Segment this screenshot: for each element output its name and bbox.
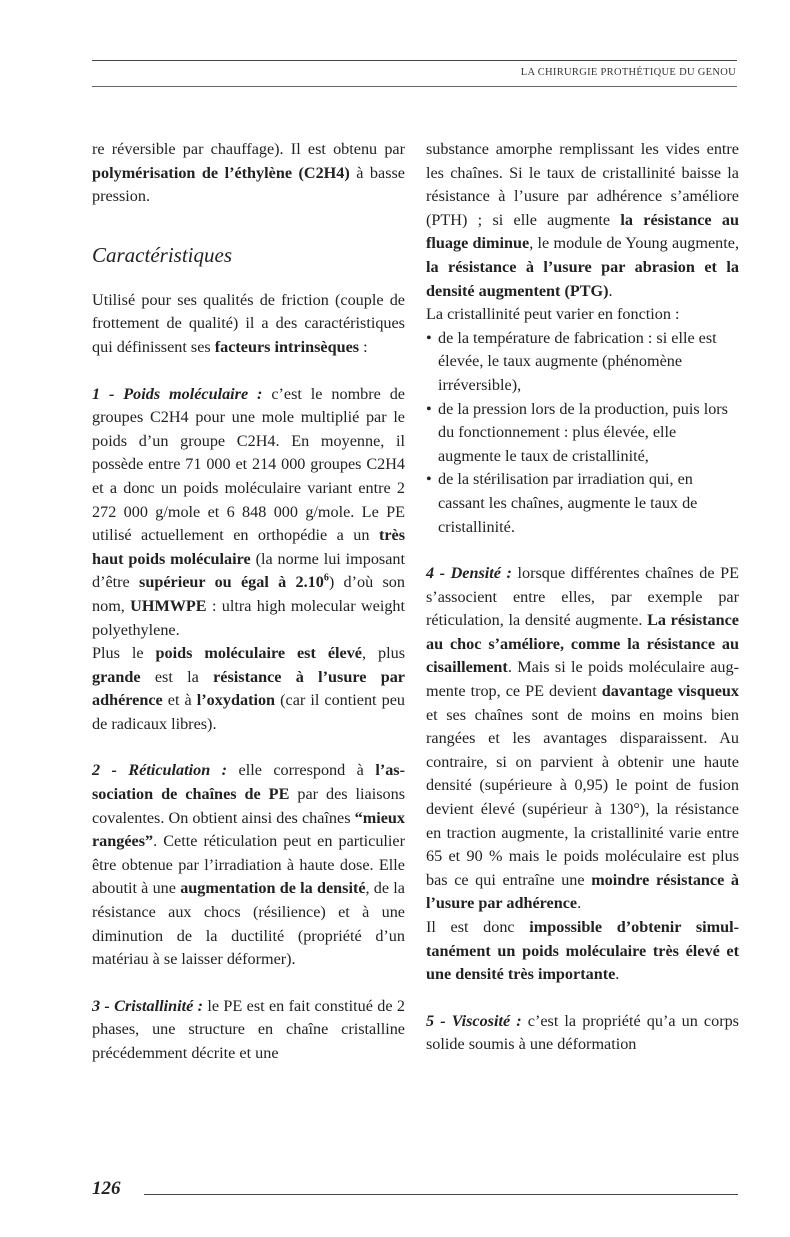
text: re réversible par chauffage). Il est obtenu par — [92, 140, 405, 158]
emphasis: polymérisation de l’éthylène (C2H4) — [92, 163, 350, 182]
left-column — [92, 138, 405, 1066]
text: lorsque différentes chaînes de PE s’associent entre elles, par exemple par réticulation, la densité augmente. — [426, 564, 740, 630]
running-title: LA CHIRURGIE PROTHÉTIQUE DU GENOU — [520, 67, 736, 78]
subheading: 4 - Densité : — [426, 564, 512, 583]
paragraph-poids-eleve — [92, 642, 405, 736]
list-item: • de la pression lors de la production, puis lors du fonctionnement : plus élevée, elle augmente le taux de cristallinité, — [426, 398, 739, 469]
emphasis: augmentation de la densité — [180, 879, 366, 898]
emphasis: facteurs intrinsèques — [214, 337, 360, 356]
text: c’est le nombre de groupes C2H4 pour une mole multiplié par le poids d’un groupe C2H4. En moyenne, il possède entre 71 000 et 214 000 groupes C2H4 et a donc un poids moléculaire variant entre 2 272 000 g/mole et 6 848 000 g/mole. Le PE utilisé actuellement en orthopédie a un — [92, 384, 405, 545]
text: (la norme lui imposant d’être — [92, 549, 406, 592]
paragraph-poids-moleculaire — [92, 383, 405, 643]
paragraph-cristallinite-cont — [426, 138, 739, 303]
emphasis: la résistance au fluage diminue — [426, 210, 739, 253]
paragraph-densite — [426, 562, 739, 916]
emphasis: La résistance au choc s’améliore, comme la résistance au cisaillement — [426, 611, 739, 677]
text: et ses chaînes sont de moins en moins bien rangées et les avantages disparaissent. Au contraire, si on parvient à obtenir une haute densité (supérieure à 0,95) le point de fusion devient élevé (supérieur à 130°), la résistance en traction augmente, la cristallinité varie entre 65 et 90 % mais le poids moléculaire est plus bas ce qui entraîne une — [426, 705, 739, 889]
text: Il est donc — [426, 918, 530, 936]
text: . — [615, 965, 620, 984]
emphasis: l’association de chaînes de PE — [92, 761, 405, 804]
paragraph-variation: La cristallinité peut varier en fonction : — [426, 305, 680, 324]
text: supérieur ou égal à 2.10 — [139, 573, 324, 592]
superscript: 6 — [323, 572, 329, 584]
emphasis — [139, 573, 329, 591]
bullet-list — [426, 327, 739, 539]
header-top-rule — [92, 60, 737, 61]
subheading: 1 - Poids moléculaire : — [92, 384, 263, 403]
emphasis: impossible d’obtenir simultanément un poids moléculaire très élevé et une densité très importante — [426, 918, 739, 984]
paragraph-cristallinite — [92, 995, 405, 1066]
emphasis: moindre résistance à l’usure par adhérence — [426, 870, 740, 913]
text: . Mais si le poids moléculaire augmente trop, ce PE devient — [426, 658, 739, 701]
section-heading: Caractéristiques — [92, 242, 232, 267]
text: est la — [140, 667, 214, 686]
text: : — [359, 337, 368, 356]
emphasis: grande — [92, 667, 141, 686]
text: , le module de Young augmente, — [529, 234, 739, 253]
page-number: 126 — [92, 1178, 121, 1199]
text: (car il contient peu de radicaux libres). — [92, 691, 405, 733]
paragraph-conclusion — [426, 916, 739, 987]
list-item: • de la stérilisation par irradiation qui, en cassant les chaînes, augmente le taux de cristallinité. — [426, 468, 739, 539]
emphasis: UHMWPE — [130, 596, 207, 615]
emphasis: la résistance à l’usure par abrasion et la densité augmentent (PTG) — [426, 257, 739, 300]
text: . Cette réticulation peut en particulier être obtenue par l’irradiation à haute dose. Elle aboutit à une — [92, 832, 405, 898]
subheading: 5 - Viscosité : — [426, 1011, 522, 1030]
text: substance amorphe remplissant les vides entre les chaînes. Si le taux de cristallinité baisse la résistance à l’usure par adhérence s’améliore (PTH) ; si elle augmente — [426, 140, 739, 229]
emphasis: poids moléculaire est élevé — [155, 644, 362, 663]
subheading: 2 - Réticulation : — [92, 761, 228, 780]
text: et à — [162, 691, 197, 710]
emphasis: davantage visqueux — [601, 682, 739, 701]
text: . — [577, 894, 582, 913]
header-bottom-rule — [92, 86, 737, 87]
text: ) d’où son nom, — [92, 573, 405, 615]
text: : ultra high molecular weight polyethylene. — [92, 596, 406, 639]
text: c’est la propriété qu’a un corps solide soumis à une déformation — [426, 1011, 739, 1054]
footer-rule — [144, 1194, 738, 1195]
text: elle correspond à — [227, 761, 376, 780]
text: à basse pression. — [92, 163, 405, 206]
text: le PE est en fait constitué de 2 phases, une structure en chaîne cristalline précédemment décrite et une — [92, 996, 405, 1062]
right-column — [426, 138, 739, 1057]
text: Plus le — [92, 644, 156, 663]
emphasis: très haut poids moléculaire — [92, 526, 405, 568]
text: , plus — [361, 644, 405, 663]
list-item: • de la température de fabrication : si elle est élevée, le taux augmente (phénomène irréversible), — [426, 327, 739, 398]
emphasis: “mieux rangées” — [92, 808, 405, 851]
paragraph-intro — [92, 289, 405, 360]
paragraph-viscosite — [426, 1010, 739, 1057]
paragraph-reticulation — [92, 759, 405, 971]
text: . — [608, 281, 613, 300]
subheading: 3 - Cristallinité : — [92, 996, 204, 1015]
text: Utilisé pour ses qualités de friction (couple de frottement de qualité) il a des caractéristiques qui définissent ses — [92, 290, 405, 356]
emphasis: résistance à l’usure par adhérence — [92, 667, 405, 710]
paragraph-polymerisation — [92, 138, 405, 209]
text: par des liaisons covalentes. On obtient ainsi des chaînes — [92, 785, 405, 827]
emphasis: l’oxydation — [196, 691, 276, 710]
text: , de la résistance aux chocs (résilience) et à une diminution de la ductilité (propriété d’un matériau à se laisser déformer). — [92, 879, 405, 969]
